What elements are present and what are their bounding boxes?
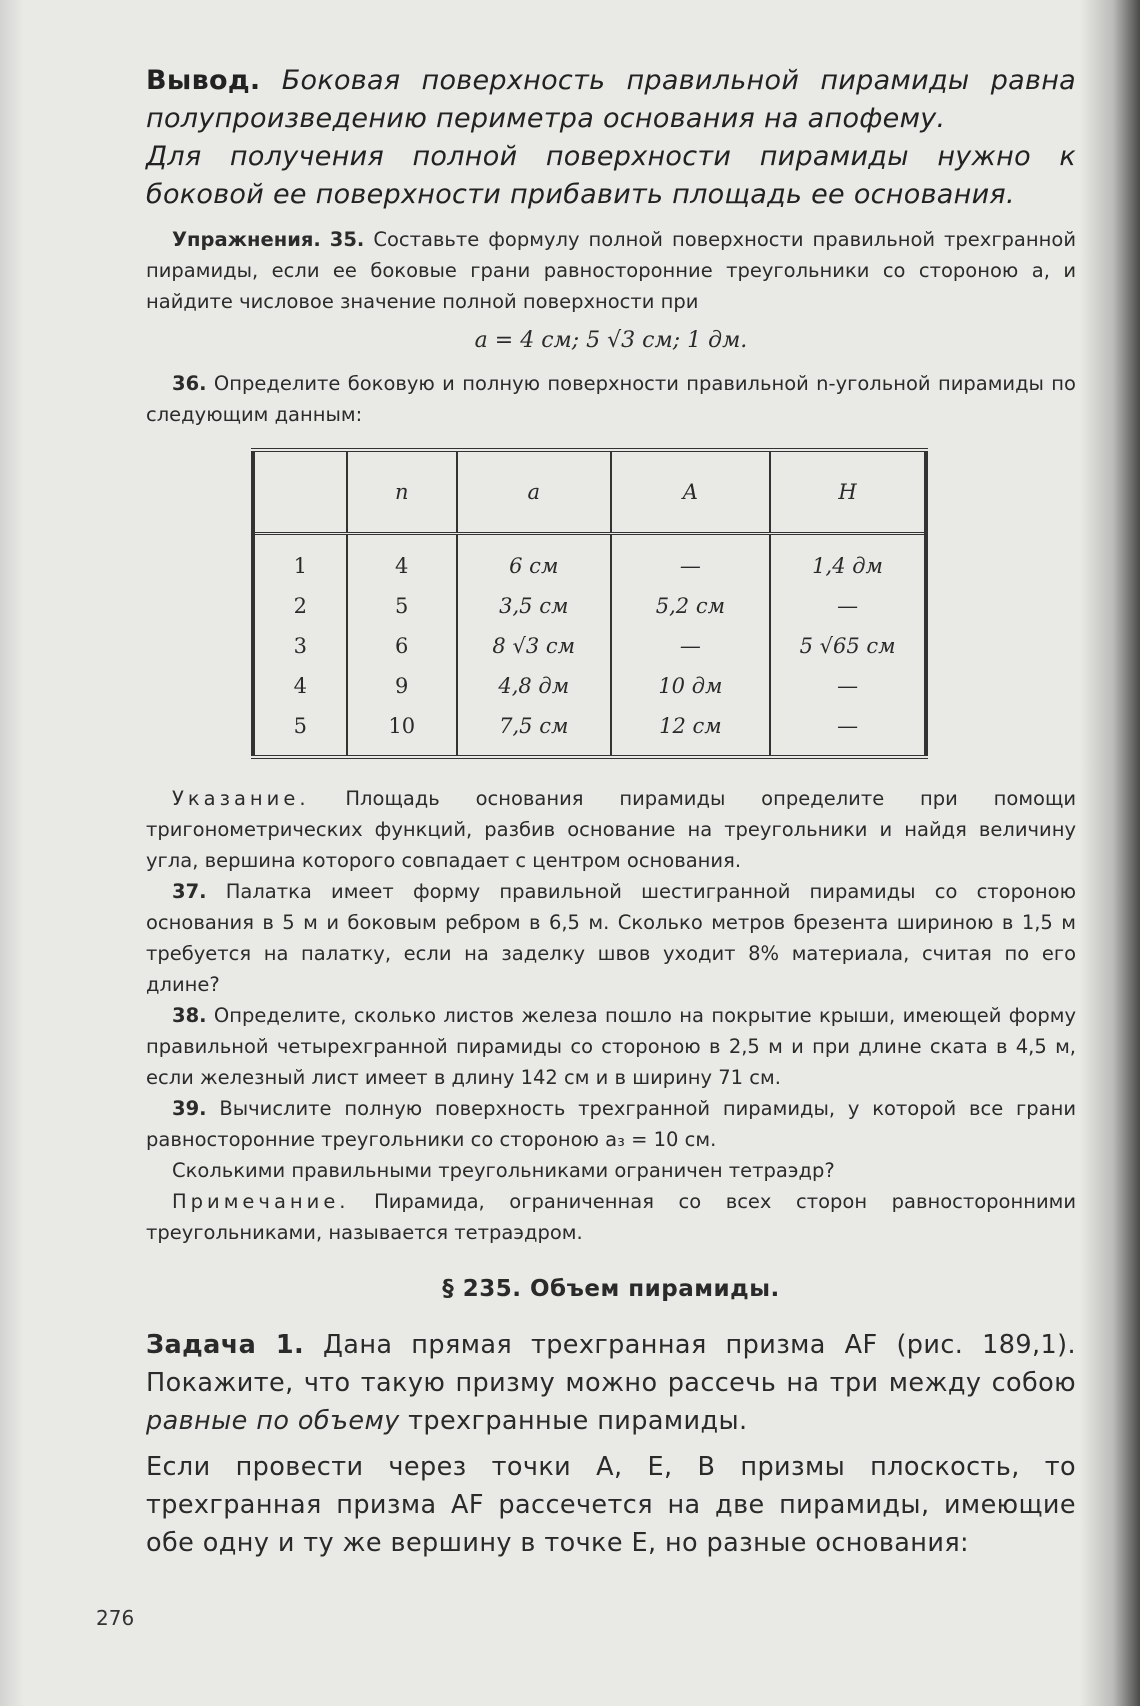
exercises-block-2	[146, 783, 1076, 1248]
table-header-cell: a	[457, 450, 611, 534]
page-spine-shadow	[1080, 0, 1140, 1706]
table-cell: 5	[253, 706, 347, 757]
table-cell: 4	[347, 534, 457, 587]
table-cell: —	[611, 626, 771, 666]
table-cell: —	[837, 714, 859, 738]
table-cell: 7,5 см	[457, 706, 611, 757]
exercise-39-number: 39.	[172, 1097, 207, 1120]
task-1-italic: равные по объему	[146, 1406, 400, 1436]
table-cell: 3,5 см	[457, 586, 611, 626]
exercise-38-number: 38.	[172, 1004, 207, 1027]
exercise-39-question: Сколькими правильными треугольниками ограничен тетраэдр?	[172, 1159, 835, 1182]
table-header-cell	[253, 450, 347, 534]
conclusion-line1	[146, 62, 1076, 138]
exercise-38	[146, 1000, 1076, 1093]
task-1-para2: Если провести через точки A, E, B призмы плоскость, то трехгранная призма AF рассечется на две пирамиды, имеющие обе одну и ту же вершину в точке E, но разные основания:	[146, 1452, 1076, 1558]
exercise-37	[146, 876, 1076, 1000]
table-cell: 5	[347, 586, 457, 626]
exercise-37-number: 37.	[172, 880, 207, 903]
hint-label: Указание.	[172, 787, 310, 810]
table-cell: 1	[253, 534, 347, 587]
table-header-row	[253, 450, 926, 534]
table-row	[253, 706, 926, 757]
table-cell: 5,2 см	[611, 586, 771, 626]
page-content	[146, 62, 1076, 1562]
table-cell: 9	[347, 666, 457, 706]
exercise-38-text: Определите, сколько листов железа пошло на покрытие крыши, имеющей форму правильной четырехгранной пирамиды со стороною в 2,5 м и при длине ската в 4,5 м, если железный лист имеет в длину 142 см и в ширину 71 см.	[146, 1004, 1077, 1089]
exercise-37-text: Палатка имеет форму правильной шестигранной пирамиды со стороною основания в 5 м и боковым ребром в 6,5 м. Сколько метров брезента шириною в 1,5 м требуется на палатку, если на заделку швов уходит 8% материала, считая по его длине?	[146, 880, 1076, 996]
table-cell: 2	[253, 586, 347, 626]
exercise-39-text: Вычислите полную поверхность трехгранной пирамиды, у которой все грани равносторонние треугольники со стороною a₃ = 10 см.	[146, 1097, 1077, 1151]
table-cell: 5 √65 см	[799, 634, 896, 658]
page-edge-left	[0, 0, 24, 1706]
table-header-cell: H	[770, 450, 926, 534]
exercise-35-formula: a = 4 см; 5 √3 см; 1 дм.	[474, 328, 748, 353]
table-cell: 4	[253, 666, 347, 706]
exercise-35-number: 35.	[329, 228, 365, 251]
table-cell: 1,4 дм	[812, 554, 883, 578]
note-label: Примечание.	[172, 1190, 350, 1213]
exercise-35	[146, 224, 1076, 317]
table-row	[253, 534, 926, 587]
table-header-cell: A	[611, 450, 771, 534]
table-cell: —	[837, 674, 859, 698]
page-number: 276	[96, 1606, 135, 1630]
hint-text: Площадь основания пирамиды определите при помощи тригонометрических функций, разбив основание на треугольники и найдя величину угла, вершина которого совпадает с центром основания.	[146, 787, 1077, 872]
exercise-35-text: Составьте формулу полной поверхности правильной трехгранной пирамиды, если ее боковые грани равносторонние треугольники со стороною a, и найдите числовое значение полной поверхности при	[146, 228, 1076, 313]
exercise-39	[146, 1093, 1076, 1155]
task-1-label: Задача 1.	[146, 1330, 305, 1360]
exercises-block	[146, 224, 1076, 430]
note	[146, 1186, 1076, 1248]
table-row	[253, 666, 926, 706]
section-title: § 235. Объем пирамиды.	[442, 1276, 780, 1302]
exercise-36	[146, 368, 1076, 430]
table-row	[253, 586, 926, 626]
task-1-para1	[146, 1326, 1076, 1440]
note-text: Пирамида, ограниченная со всех сторон равносторонними треугольниками, называется тетраэдром.	[146, 1190, 1076, 1244]
task-1-text: Дана прямая трехгранная призма AF (рис. 189,1). Покажите, что такую призму можно рассечь на три между собою	[146, 1330, 1076, 1398]
exercises-label: Упражнения.	[172, 228, 321, 251]
exercise-36-number: 36.	[172, 372, 207, 395]
table-row	[253, 626, 926, 666]
table-cell: 6	[347, 626, 457, 666]
pyramid-data-table	[251, 448, 928, 759]
conclusion-label: Вывод.	[146, 65, 261, 96]
table-cell: 8 √3 см	[457, 626, 611, 666]
table-cell: —	[837, 594, 859, 618]
table-cell: 10 дм	[611, 666, 771, 706]
task-1	[146, 1326, 1076, 1562]
table-cell: 6 см	[457, 534, 611, 587]
task-1-text-end: трехгранные пирамиды.	[408, 1406, 748, 1436]
table-cell: 3	[253, 626, 347, 666]
table-cell: —	[611, 534, 771, 587]
conclusion-text2: Для получения полной поверхности пирамиды нужно к боковой ее поверхности прибавить площадь ее основания.	[146, 141, 1076, 210]
hint	[146, 783, 1076, 876]
table-cell: 12 см	[611, 706, 771, 757]
table-cell: 4,8 дм	[457, 666, 611, 706]
conclusion-text1: Боковая поверхность правильной пирамиды равна полупроизведению периметра основания на апофему.	[146, 65, 1076, 134]
table-header-cell: n	[347, 450, 457, 534]
table-cell: 10	[347, 706, 457, 757]
exercise-36-text: Определите боковую и полную поверхности правильной n-угольной пирамиды по следующим данным:	[146, 372, 1076, 426]
conclusion	[146, 62, 1076, 214]
